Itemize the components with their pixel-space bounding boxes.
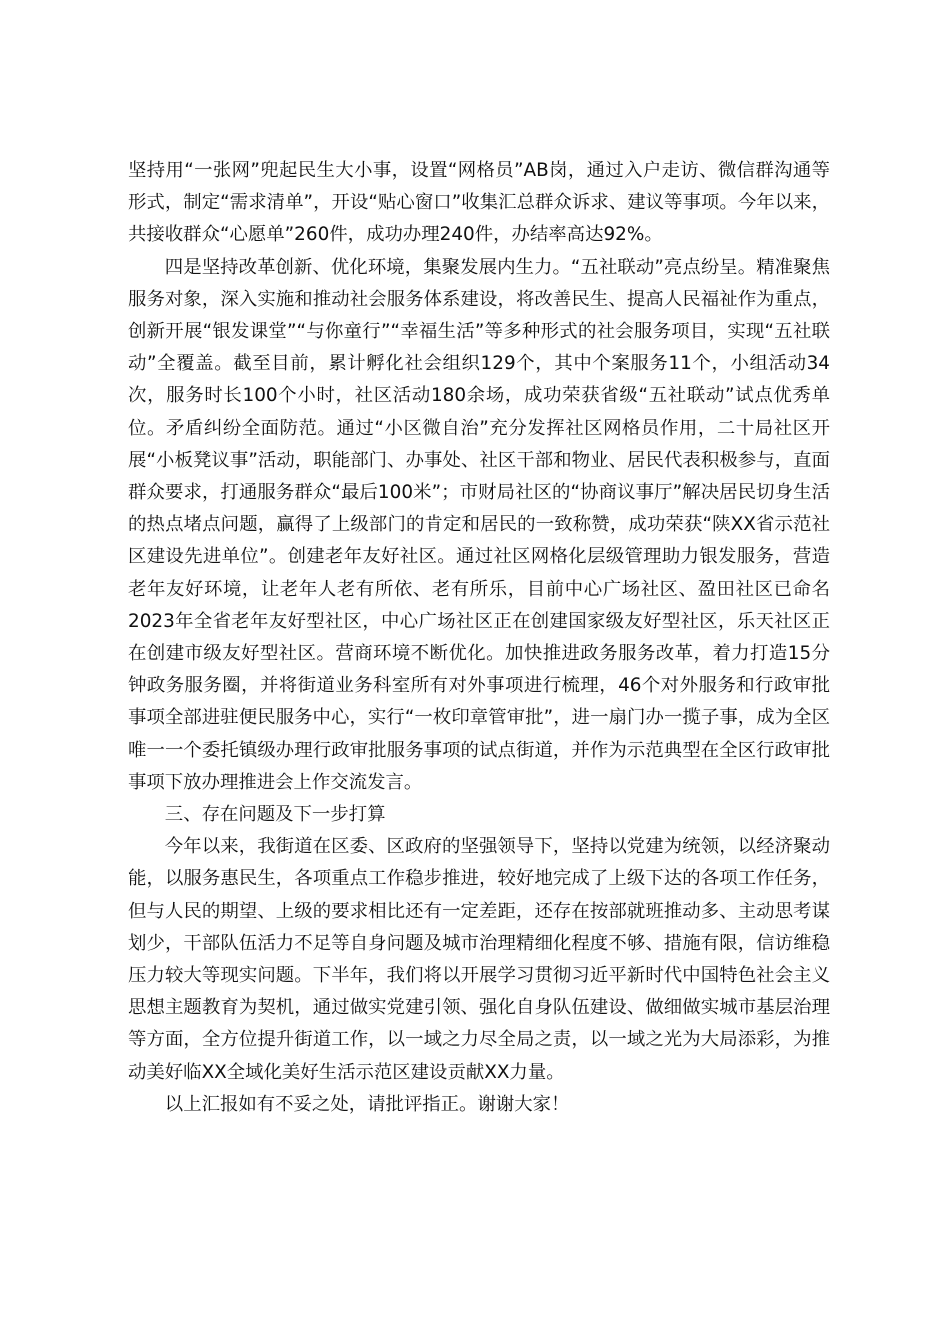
paragraph-reform-innovation: 四是坚持改革创新、优化环境，集聚发展内生力。“五社联动”亮点纷呈。精准聚焦服务对象，深入实施和推动社会服务体系建设，将改善民生、提高人民福祉作为重点，创新开展“银发课堂”“与你童行”“幸福生活”等多种形式的社会服务项目，实现“五社联动”全覆盖。截至目前，累计孵化社会组织129个，其中个案服务11个，小组活动34次，服务时长100个小时，社区活动180余场，成功荣获省级“五社联动”试点优秀单位。矛盾纠纷全面防范。通过“小区微自治”充分发挥社区网格员作用，二十局社区开展“小板凳议事”活动，职能部门、办事处、社区干部和物业、居民代表积极参与，直面群众要求，打通服务群众“最后100米”；市财局社区的“协商议事厅”解决居民切身生活的热点堵点问题，赢得了上级部门的肯定和居民的一致称赞，成功荣获“陕XX省示范社区建设先进单位”。创建老年友好社区。通过社区网格化层级管理助力银发服务，营造老年友好环境，让老年人老有所依、老有所乐，目前中心广场社区、盈田社区已命名2023年全省老年友好型社区，中心广场社区正在创建国家级友好型社区，乐天社区正在创建市级友好型社区。营商环境不断优化。加快推进政务服务改革，着力打造15分钟政务服务圈，并将街道业务科室所有对外事项进行梳理，46个对外服务和行政审批事项全部进驻便民服务中心，实行“一枚印章管审批”，进一扇门办一揽子事，成为全区唯一一个委托镇级办理行政审批服务事项的试点街道，并作为示范典型在全区行政审批事项下放办理推进会上作交流发言。 — [128, 256, 830, 793]
paragraph-problems-plans: 今年以来，我街道在区委、区政府的坚强领导下，坚持以党建为统领，以经济聚动能，以服务惠民生，各项重点工作稳步推进，较好地完成了上级下达的各项工作任务，但与人民的期望、上级的要求相比还有一定差距，还存在按部就班推动多、主动思考谋划少，干部队伍活力不足等自身问题及城市治理精细化程度不够、措施有限，信访维稳压力较大等现实问题。下半年，我们将以开展学习贯彻习近平新时代中国特色社会主义思想主题教育为契机，通过做实党建引领、强化自身队伍建设、做细做实城市基层治理等方面，全方位提升街道工作，以一域之力尽全局之责，以一域之光为大局添彩，为推动美好临XX全域化美好生活示范区建设贡献XX力量。 — [128, 836, 830, 1083]
paragraph-closing: 以上汇报如有不妥之处，请批评指正。谢谢大家！ — [164, 1093, 570, 1115]
paragraph-grid-service: 坚持用“一张网”兜起民生大小事，设置“网格员”AB岗，通过入户走访、微信群沟通等形式，制定“需求清单”，开设“贴心窗口”收集汇总群众诉求、建议等事项。今年以来，共接收群众“心愿单”260件，成功办理240件，办结率高达92%。 — [128, 160, 830, 246]
document-body — [128, 155, 830, 1121]
section-heading-problems-plans: 三、存在问题及下一步打算 — [164, 804, 386, 826]
